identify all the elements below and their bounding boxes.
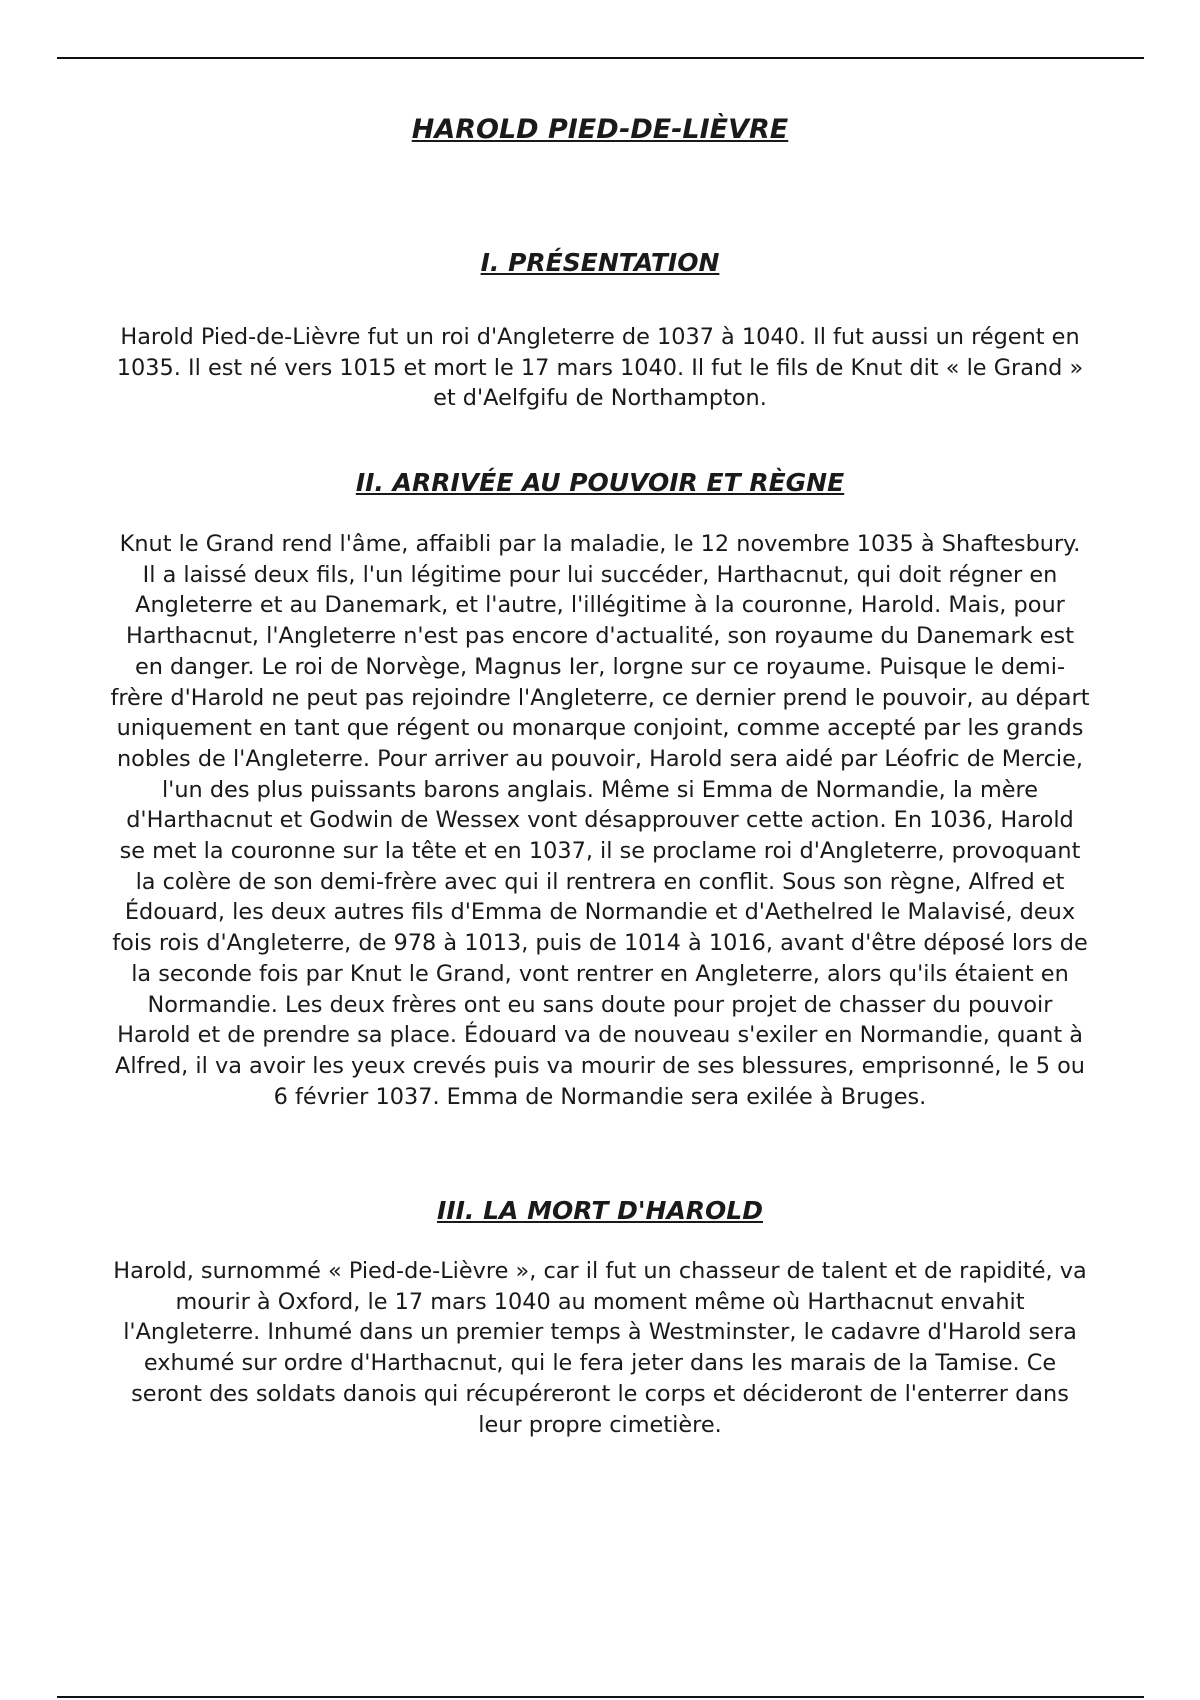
- section-heading-arrivee-au-pouvoir: II. ARRIVÉE AU POUVOIR ET RÈGNE: [355, 468, 845, 497]
- page-top-rule: [57, 57, 1144, 59]
- page-bottom-rule: [57, 1696, 1144, 1698]
- section-text-la-mort: Harold, surnommé « Pied-de-Lièvre », car il fut un chasseur de talent et de rapidité, va mourir à Oxford, le 17 mars 1040 au moment même où Harthacnut envahit l'Angleterre. Inhumé dans un premier temps à Westminster, le cadavre d'Harold sera exhumé sur ordre d'Harthacnut, qui le fera jeter dans les marais de la Tamise. Ce seront des soldats danois qui récupéreront le corps et décideront de l'enterrer dans leur propre cimetière.: [113, 1258, 1087, 1438]
- section-heading-la-mort: III. LA MORT D'HAROLD: [437, 1196, 763, 1225]
- document-title: HAROLD PIED-DE-LIÈVRE: [411, 114, 789, 145]
- section-heading-presentation: I. PRÉSENTATION: [480, 248, 720, 277]
- section-text-presentation: Harold Pied-de-Lièvre fut un roi d'Angleterre de 1037 à 1040. Il fut aussi un régent en 1035. Il est né vers 1015 et mort le 17 mars 1040. Il fut le fils de Knut dit « le Grand » et d'Aelfgifu de Northampton.: [116, 324, 1084, 412]
- section-text-arrivee-au-pouvoir: Knut le Grand rend l'âme, affaibli par la maladie, le 12 novembre 1035 à Shaftesbury. Il a laissé deux fils, l'un légitime pour lui succéder, Harthacnut, qui doit régner en Angleterre et au Danemark, et l'autre, l'illégitime à la couronne, Harold. Mais, pour Harthacnut, l'Angleterre n'est pas encore d'actualité, son royaume du Danemark est en danger. Le roi de Norvège, Magnus Ier, lorgne sur ce royaume. Puisque le demi-frère d'Harold ne peut pas rejoindre l'Angleterre, ce dernier prend le pouvoir, au départ uniquement en tant que régent ou monarque conjoint, comme accepté par les grands nobles de l'Angleterre. Pour arriver au pouvoir, Harold sera aidé par Léofric de Mercie, l'un des plus puissants barons anglais. Même si Emma de Normandie, la mère d'Harthacnut et Godwin de Wessex vont désapprouver cette action. En 1036, Harold se met la couronne sur la tête et en 1037, il se proclame roi d'Angleterre, provoquant la colère de son demi-frère avec qui il rentrera en conflit. Sous son règne, Alfred et Édouard, les deux autres fils d'Emma de Normandie et d'Aethelred le Malavisé, deux fois rois d'Angleterre, de 978 à 1013, puis de 1014 à 1016, avant d'être déposé lors de la seconde fois par Knut le Grand, vont rentrer en Angleterre, alors qu'ils étaient en Normandie. Les deux frères ont eu sans doute pour projet de chasser du pouvoir Harold et de prendre sa place. Édouard va de nouveau s'exiler en Normandie, quant à Alfred, il va avoir les yeux crevés puis va mourir de ses blessures, emprisonné, le 5 ou 6 février 1037. Emma de Normandie sera exilée à Bruges.: [110, 531, 1090, 1110]
